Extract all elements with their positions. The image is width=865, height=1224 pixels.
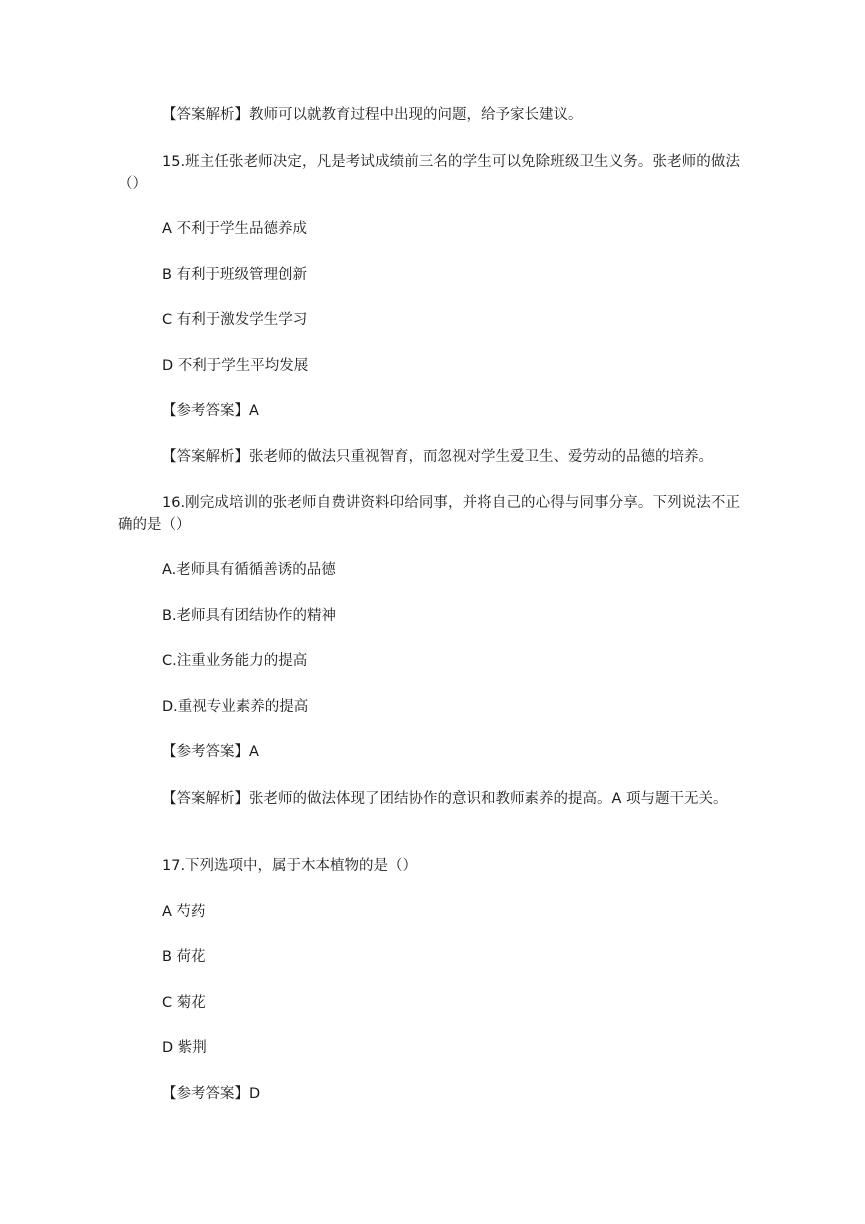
q17-option-a: A 芍药: [162, 904, 206, 920]
q17-option-b: B 荷花: [162, 949, 206, 965]
q16-option-d: D.重视专业素养的提高: [162, 699, 309, 715]
q16-option-b: B.老师具有团结协作的精神: [162, 608, 337, 624]
q16-answer: 【参考答案】A: [162, 744, 259, 760]
q15-analysis: 【答案解析】张老师的做法只重视智育，而忽视对学生爱卫生、爱劳动的品德的培养。: [162, 449, 713, 465]
q16-option-a: A.老师具有循循善诱的品德: [162, 562, 336, 578]
q15-question: 15.班主任张老师决定，凡是考试成绩前三名的学生可以免除班级卫生义务。张老师的做法（）: [118, 154, 740, 192]
q16-analysis: 【答案解析】张老师的做法体现了团结协作的意识和教师素养的提高。A 项与题干无关。: [162, 791, 728, 807]
q15-answer: 【参考答案】A: [162, 403, 259, 419]
q17-option-c: C 菊花: [162, 995, 206, 1011]
q17-question: 17.下列选项中，属于木本植物的是（）: [162, 858, 418, 874]
q15-option-b: B 有利于班级管理创新: [162, 267, 308, 283]
q15-option-d: D 不利于学生平均发展: [162, 358, 309, 374]
q15-option-a: A 不利于学生品德养成: [162, 221, 308, 237]
q14-analysis: 【答案解析】教师可以就教育过程中出现的问题，给予家长建议。: [162, 107, 583, 123]
q16-question: 16.刚完成培训的张老师自费讲资料印给同事，并将自己的心得与同事分享。下列说法不正确的是（）: [118, 495, 740, 533]
q17-answer: 【参考答案】D: [162, 1086, 261, 1102]
q17-option-d: D 紫荆: [162, 1040, 207, 1056]
q16-option-c: C.注重业务能力的提高: [162, 653, 308, 669]
q15-option-c: C 有利于激发学生学习: [162, 312, 308, 328]
